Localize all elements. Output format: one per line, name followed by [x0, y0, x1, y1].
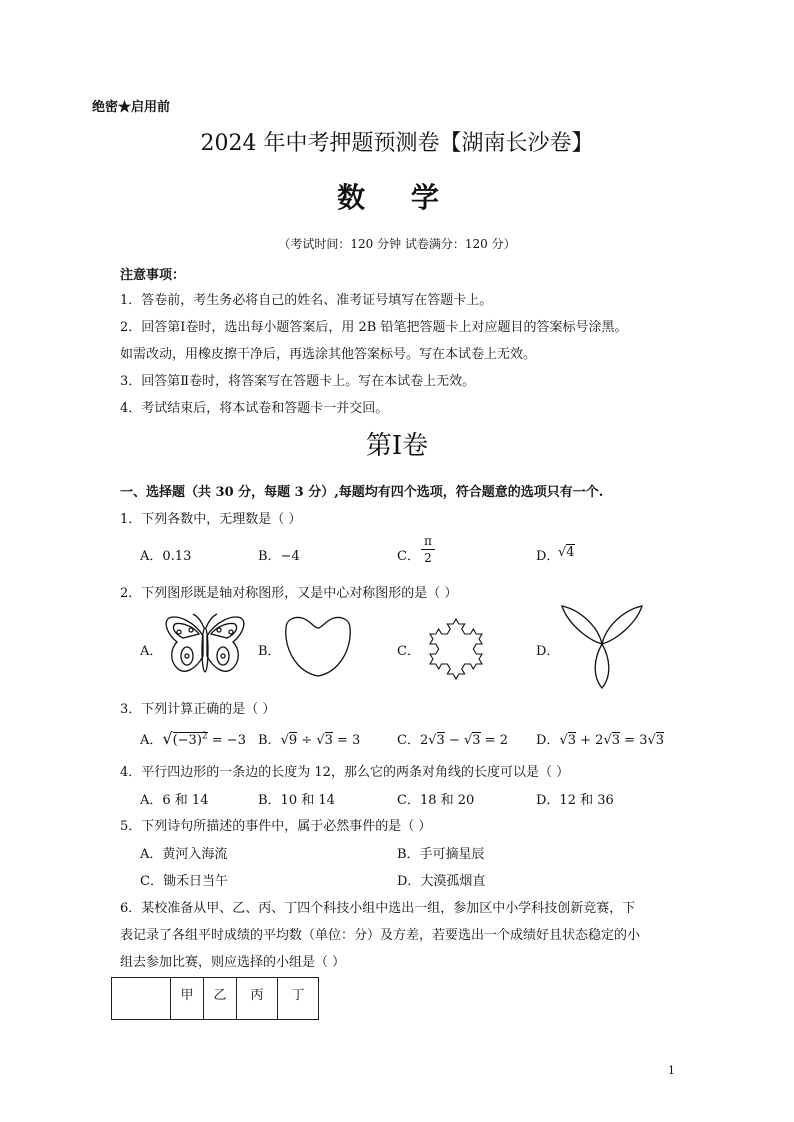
question-6-line: 表记录了各组平时成绩的平均数（单位：分）及方差，若要选出一个成绩好且状态稳定的小 — [120, 928, 641, 943]
secret-mark: 绝密★启用前 — [92, 100, 171, 115]
option-label: D． — [536, 733, 560, 748]
table-header-row — [112, 978, 319, 1020]
radicand: 3 — [472, 733, 481, 748]
q1-option-c-label: C． — [397, 549, 420, 564]
q5-option-a: A．黄河入海流 — [140, 847, 228, 862]
table-header-cell: 丁 — [278, 978, 319, 1020]
question-1-stem: 1．下列各数中，无理数是（ ） — [120, 512, 302, 527]
exam-title: 2024 年中考押题预测卷【湖南长沙卷】 — [200, 131, 594, 156]
q4-option-c: C．18 和 20 — [397, 793, 475, 808]
three-petal-figure — [558, 604, 646, 690]
operator: = 3 — [620, 733, 648, 748]
option-rest: = −3 — [207, 733, 246, 748]
q2-option-c-label: C． — [397, 644, 420, 659]
radicand: 9 — [288, 733, 298, 748]
heart-shape-figure — [282, 614, 354, 678]
q4-option-a: A．6 和 14 — [140, 793, 209, 808]
option-label: B． — [258, 733, 281, 748]
option-label: A． — [140, 733, 163, 748]
operator: ÷ — [297, 733, 317, 748]
radicand: (−3) — [172, 733, 202, 748]
q2-option-d-label: D． — [536, 644, 560, 659]
radicand: 3 — [611, 733, 621, 748]
radicand: 3 — [655, 733, 665, 748]
q3-option-b: B．√9 ÷ √3 = 3 — [258, 733, 361, 748]
exam-info: （考试时间：120 分钟 试卷满分：120 分） — [278, 237, 516, 251]
radicand: 3 — [324, 733, 333, 748]
subject-title: 数 学 — [337, 181, 457, 214]
q1-option-a: A．0.13 — [140, 549, 192, 564]
note-item: 3．回答第Ⅱ卷时，将答案写在答题卡上。写在本试卷上无效。 — [120, 374, 476, 389]
q1-option-d-label: D． — [536, 549, 560, 564]
q4-option-b: B．10 和 14 — [258, 793, 335, 808]
fraction-numerator: π — [424, 534, 432, 548]
note-item: 2．回答第Ⅰ卷时，选出每小题答案后，用 2B 铅笔把答题卡上对应题目的答案标号涂黑。 — [120, 320, 628, 335]
q5-option-b: B．手可摘星辰 — [397, 847, 485, 862]
q3-option-d: D．√3 + 2√3 = 3√3 — [536, 733, 665, 748]
snowflake-figure — [416, 607, 496, 687]
question-3-stem: 3．下列计算正确的是（ ） — [120, 702, 276, 717]
q5-option-d: D．大漠孤烟直 — [397, 874, 486, 889]
q5-option-c: C．锄禾日当午 — [140, 874, 228, 889]
question-6-line: 组去参加比赛，则应选择的小组是（ ） — [120, 955, 346, 970]
fraction-denominator: 2 — [424, 551, 432, 565]
question-2-stem: 2．下列图形既是轴对称图形，又是中心对称图形的是（ ） — [120, 586, 458, 601]
radicand: 3 — [436, 733, 445, 748]
note-item: 4．考试结束后，将本试卷和答题卡一并交回。 — [120, 401, 389, 416]
operator: + 2 — [576, 733, 604, 748]
butterfly-figure — [163, 612, 247, 682]
q3-option-c: C．2√3 − √3 = 2 — [397, 733, 508, 748]
table-header-cell: 甲 — [171, 978, 204, 1020]
operator: − — [444, 733, 464, 748]
question-6-line: 6．某校准备从甲、乙、丙、丁四个科技小组中选出一组，参加区中小学科技创新竞赛，下 — [120, 901, 636, 916]
score-table — [111, 977, 319, 1020]
note-item: 如需改动，用橡皮擦干净后，再选涂其他答案标号。写在本试卷上无效。 — [120, 347, 537, 362]
table-header-cell: 乙 — [204, 978, 237, 1020]
option-label: C． — [397, 733, 420, 748]
table-header-cell: 丙 — [237, 978, 278, 1020]
radicand: 3 — [567, 733, 577, 748]
question-5-stem: 5．下列诗句所描述的事件中，属于必然事件的是（ ） — [120, 819, 432, 834]
q3-option-a: A．$√(-3)^2 = -3$ — [140, 729, 246, 748]
page-number: 1 — [668, 1064, 675, 1077]
radicand: 4 — [566, 545, 575, 560]
q4-option-d: D．12 和 36 — [536, 793, 614, 808]
fraction-bar — [421, 549, 435, 550]
option-rest: = 3 — [332, 733, 361, 748]
q2-option-a-label: A． — [140, 644, 163, 659]
q1-option-d-math: √4 — [558, 545, 575, 560]
option-rest: = 2 — [480, 733, 508, 748]
q2-option-b-label: B． — [258, 644, 281, 659]
notes-heading: 注意事项： — [120, 268, 186, 283]
table-header-cell — [112, 978, 171, 1020]
q1-option-c-fraction — [421, 534, 435, 565]
coefficient: 2 — [419, 733, 429, 748]
note-item: 1．答卷前，考生务必将自己的姓名、准考证号填写在答题卡上。 — [120, 293, 493, 308]
q1-option-b: B．−4 — [258, 549, 300, 564]
section-heading: 一、选择题（共 30 分，每题 3 分）,每题均有四个选项，符合题意的选项只有一个. — [120, 485, 604, 500]
exponent: 2 — [201, 731, 208, 742]
question-4-stem: 4．平行四边形的一条边的长度为 12，那么它的两条对角线的长度可以是（ ） — [120, 765, 570, 780]
volume-title: 第Ⅰ卷 — [365, 431, 429, 461]
